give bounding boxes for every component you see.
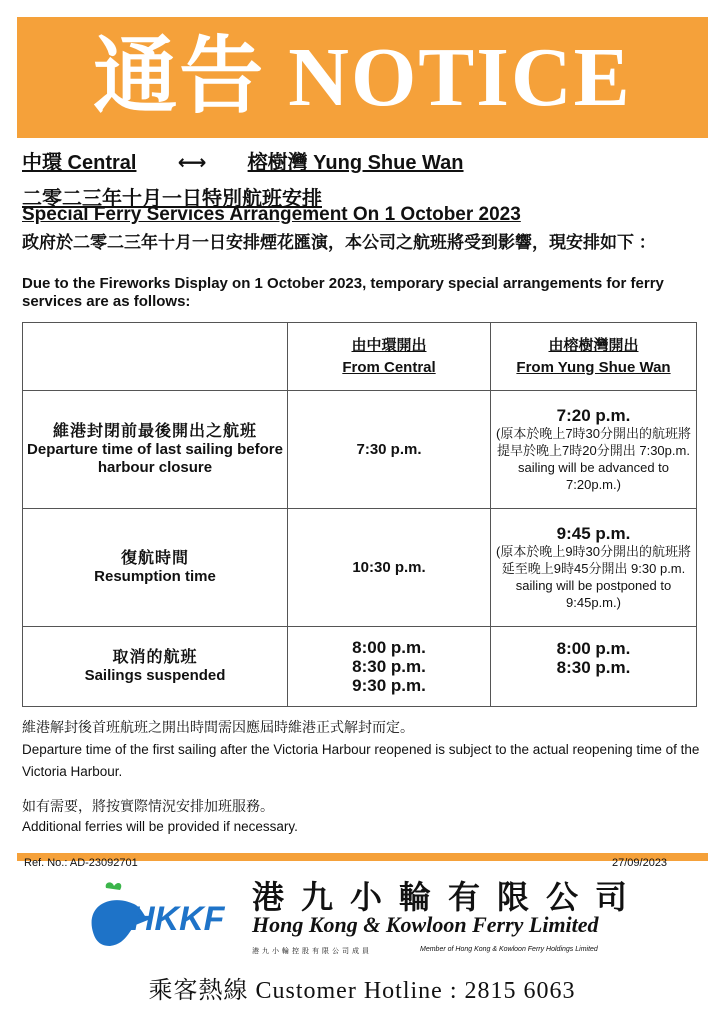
footnote-1-zh: 維港解封後首班航班之開出時間需因應屆時維港正式解封而定。 — [22, 719, 414, 735]
row-label-en: Sailings suspended — [84, 666, 226, 684]
company-name-en: Hong Kong & Kowloon Ferry Limited — [252, 912, 599, 937]
double-arrow-icon: ⟷ — [177, 152, 207, 174]
ysw-time: 7:20 p.m. — [556, 405, 631, 425]
footnote-2-zh: 如有需要，將按實際情況安排加班服務。 — [22, 798, 274, 814]
hkkf-logo — [84, 880, 234, 955]
row-label — [23, 391, 288, 509]
suspended-time: 8:30 p.m. — [556, 658, 631, 677]
heading-zh: 二零二三年十月一日特別航班安排 — [22, 188, 322, 210]
customer-hotline: 乘客熱線 Customer Hotline : 2815 6063 — [148, 978, 576, 1004]
ysw-suspended — [491, 627, 697, 707]
header-from-ysw — [491, 323, 697, 391]
schedule-table — [22, 322, 697, 707]
ysw-time: 9:45 p.m. — [556, 523, 631, 543]
notice-date: 27/09/2023 — [612, 857, 668, 869]
company-name-zh: 港九小輪有限公司 — [252, 879, 645, 915]
member-line-zh: 港九小輪控股有限公司成員 — [252, 948, 372, 955]
route-from: 中環 Central — [22, 152, 137, 174]
suspended-time: 9:30 p.m. — [352, 676, 426, 695]
whale-logo-icon — [84, 880, 234, 955]
ysw-cell — [491, 391, 697, 509]
row-label-zh: 取消的航班 — [112, 648, 198, 666]
footnote-1-en: Departure time of the first sailing after the Victoria Harbour reopened is subject to the actual reopening time of the Victoria Harbour. — [22, 742, 700, 779]
ysw-cell — [491, 509, 697, 627]
table-header-row — [23, 323, 697, 391]
suspended-time: 8:00 p.m. — [352, 638, 426, 657]
heading-en: Special Ferry Services Arrangement On 1 October 2023 — [22, 204, 521, 225]
row-label — [23, 509, 288, 627]
table-row — [23, 391, 697, 509]
banner-title: 通告 NOTICE — [93, 30, 632, 124]
row-label-en: Departure time of last sailing before harbour closure — [27, 440, 283, 476]
member-line-en: Member of Hong Kong & Kowloon Ferry Holdings Limited — [420, 946, 598, 953]
col-ysw-zh: 由榕樹灣開出 — [548, 336, 639, 354]
logo-text: HKKF — [130, 900, 225, 938]
intro-zh: 政府於二零二三年十月一日安排煙花匯演，本公司之航班將受到影響，現安排如下 ： — [22, 233, 656, 252]
reference-number: Ref. No.: AD-23092701 — [24, 857, 138, 869]
col-ysw-en: From Yung Shue Wan — [516, 358, 671, 376]
suspended-time: 8:30 p.m. — [352, 657, 426, 676]
header-empty-cell — [23, 323, 288, 391]
central-time: 7:30 p.m. — [288, 391, 491, 509]
central-suspended — [288, 627, 491, 707]
suspended-time: 8:00 p.m. — [556, 639, 631, 658]
route-to: 榕樹灣 Yung Shue Wan — [247, 152, 464, 174]
central-time: 10:30 p.m. — [288, 509, 491, 627]
header-from-central — [288, 323, 491, 391]
row-label-zh: 維港封閉前最後開出之航班 — [52, 422, 257, 440]
row-label-en: Resumption time — [94, 567, 216, 585]
col-central-zh: 由中環開出 — [351, 336, 427, 354]
table-row — [23, 627, 697, 707]
table-row — [23, 509, 697, 627]
ysw-note: (原本於晚上7時30分開出的航班將提早於晚上7時20分開出 7:30p.m. sailing will be advanced to 7:20p.m.) — [495, 425, 692, 492]
col-central-en: From Central — [342, 358, 436, 376]
intro-en: Due to the Fireworks Display on 1 October 2023, temporary special arrangements for ferry services are as follows: — [22, 275, 664, 310]
notice-banner — [17, 17, 708, 138]
ysw-note: (原本於晚上9時30分開出的航班將延至晚上9時45分開出 9:30 p.m. sailing will be postponed to 9:45p.m.) — [495, 543, 692, 610]
row-label-zh: 復航時間 — [120, 549, 189, 567]
footnote-2-en: Additional ferries will be provided if necessary. — [22, 819, 298, 834]
route-line — [22, 146, 464, 175]
row-label — [23, 627, 288, 707]
